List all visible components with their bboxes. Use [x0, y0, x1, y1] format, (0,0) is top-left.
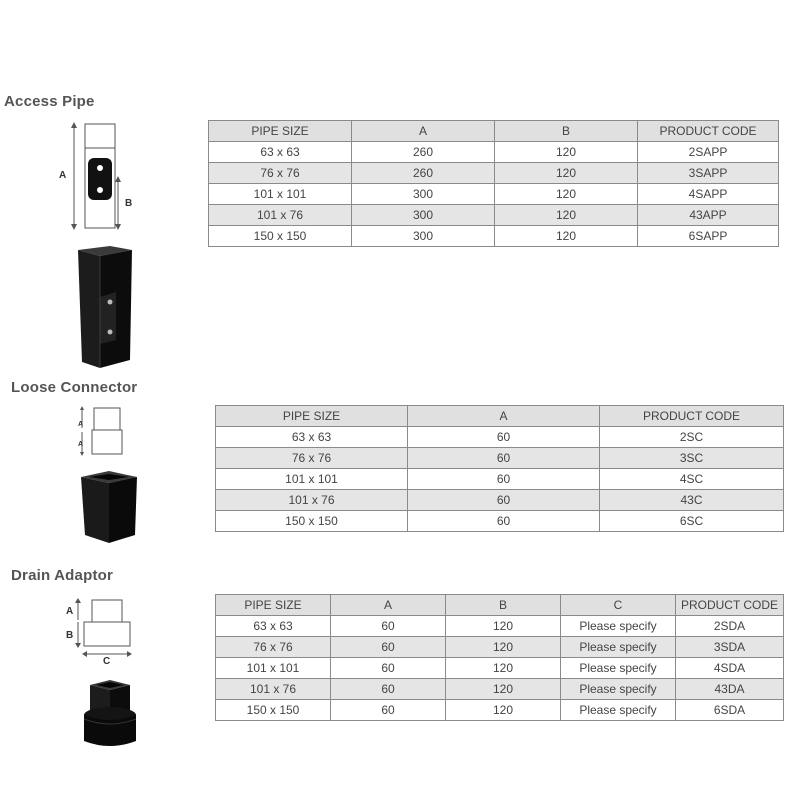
access-pipe-dim-a: A	[59, 170, 67, 181]
table-row	[216, 637, 784, 658]
table-row	[209, 142, 779, 163]
drain-adaptor-dim-c: C	[103, 656, 111, 666]
table-cell: 60	[408, 427, 600, 448]
table-cell: 60	[331, 700, 446, 721]
loose-connector-dim-a2: A	[78, 441, 84, 448]
table-cell: Please specify	[561, 679, 676, 700]
table-cell: 43APP	[638, 205, 779, 226]
table-cell: 2SC	[600, 427, 784, 448]
table-cell: 43DA	[676, 679, 784, 700]
access-pipe-diagram	[55, 120, 145, 235]
table-cell: 76 x 76	[216, 637, 331, 658]
table-cell: 63 x 63	[209, 142, 352, 163]
table-header: C	[561, 595, 676, 616]
table-cell: 2SAPP	[638, 142, 779, 163]
table-cell: 120	[495, 205, 638, 226]
table-header: PRODUCT CODE	[638, 121, 779, 142]
table-cell: 3SAPP	[638, 163, 779, 184]
table-header: B	[495, 121, 638, 142]
drain-adaptor-dim-b: B	[66, 630, 74, 641]
table-cell: 300	[352, 184, 495, 205]
table-cell: Please specify	[561, 658, 676, 679]
table-cell: 101 x 101	[216, 469, 408, 490]
drain-adaptor-title: Drain Adaptor	[11, 567, 114, 584]
table-header: PRODUCT CODE	[600, 406, 784, 427]
table-cell: 101 x 101	[216, 658, 331, 679]
table-header: PRODUCT CODE	[676, 595, 784, 616]
table-cell: 4SAPP	[638, 184, 779, 205]
table-row	[209, 184, 779, 205]
table-cell: Please specify	[561, 637, 676, 658]
table-header: A	[408, 406, 600, 427]
table-cell: 60	[408, 448, 600, 469]
table-cell: 4SC	[600, 469, 784, 490]
table-cell: 76 x 76	[209, 163, 352, 184]
table-cell: 3SDA	[676, 637, 784, 658]
drain-adaptor-dim-a: A	[66, 606, 74, 617]
table-row	[216, 658, 784, 679]
table-header: PIPE SIZE	[216, 406, 408, 427]
table-cell: 150 x 150	[216, 511, 408, 532]
loose-connector-photo	[75, 465, 145, 545]
table-cell: 120	[495, 142, 638, 163]
table-cell: 120	[446, 700, 561, 721]
table-cell: 60	[331, 616, 446, 637]
drain-adaptor-table	[215, 594, 784, 721]
drain-adaptor-diagram	[60, 594, 145, 666]
table-cell: 3SC	[600, 448, 784, 469]
table-cell: Please specify	[561, 616, 676, 637]
table-header: PIPE SIZE	[209, 121, 352, 142]
table-cell: 101 x 76	[216, 679, 331, 700]
table-cell: 76 x 76	[216, 448, 408, 469]
access-pipe-title: Access Pipe	[4, 93, 95, 110]
table-cell: 6SC	[600, 511, 784, 532]
table-cell: 260	[352, 142, 495, 163]
table-cell: 60	[331, 658, 446, 679]
table-header: PIPE SIZE	[216, 595, 331, 616]
table-row	[216, 679, 784, 700]
table-cell: 120	[446, 616, 561, 637]
table-header: A	[352, 121, 495, 142]
loose-connector-diagram	[72, 402, 142, 462]
table-cell: 60	[408, 511, 600, 532]
table-cell: 120	[495, 163, 638, 184]
table-cell: 60	[408, 469, 600, 490]
access-pipe-dim-b: B	[125, 198, 133, 209]
loose-connector-table	[215, 405, 784, 532]
table-cell: 120	[446, 679, 561, 700]
table-cell: 6SAPP	[638, 226, 779, 247]
table-cell: 120	[446, 637, 561, 658]
table-cell: 300	[352, 226, 495, 247]
table-header: B	[446, 595, 561, 616]
table-cell: 43C	[600, 490, 784, 511]
table-cell: 120	[495, 184, 638, 205]
table-row	[216, 469, 784, 490]
table-row	[209, 163, 779, 184]
table-cell: 60	[408, 490, 600, 511]
table-cell: 60	[331, 637, 446, 658]
table-cell: 300	[352, 205, 495, 226]
table-cell: 101 x 101	[209, 184, 352, 205]
table-row	[216, 511, 784, 532]
table-cell: 101 x 76	[216, 490, 408, 511]
drain-adaptor-photo	[78, 675, 148, 750]
loose-connector-title: Loose Connector	[11, 379, 138, 396]
table-cell: 120	[495, 226, 638, 247]
table-cell: 4SDA	[676, 658, 784, 679]
table-cell: 150 x 150	[216, 700, 331, 721]
access-pipe-table	[208, 120, 779, 247]
table-row	[209, 205, 779, 226]
table-cell: 63 x 63	[216, 427, 408, 448]
table-row	[209, 226, 779, 247]
table-row	[216, 700, 784, 721]
table-cell: 60	[331, 679, 446, 700]
table-cell: 120	[446, 658, 561, 679]
table-cell: 260	[352, 163, 495, 184]
table-row	[216, 427, 784, 448]
table-row	[216, 490, 784, 511]
table-cell: Please specify	[561, 700, 676, 721]
table-cell: 6SDA	[676, 700, 784, 721]
table-cell: 101 x 76	[209, 205, 352, 226]
table-cell: 63 x 63	[216, 616, 331, 637]
table-header: A	[331, 595, 446, 616]
table-row	[216, 616, 784, 637]
access-pipe-photo	[70, 242, 140, 372]
loose-connector-dim-a1: A	[78, 421, 84, 428]
table-row	[216, 448, 784, 469]
table-cell: 2SDA	[676, 616, 784, 637]
table-cell: 150 x 150	[209, 226, 352, 247]
